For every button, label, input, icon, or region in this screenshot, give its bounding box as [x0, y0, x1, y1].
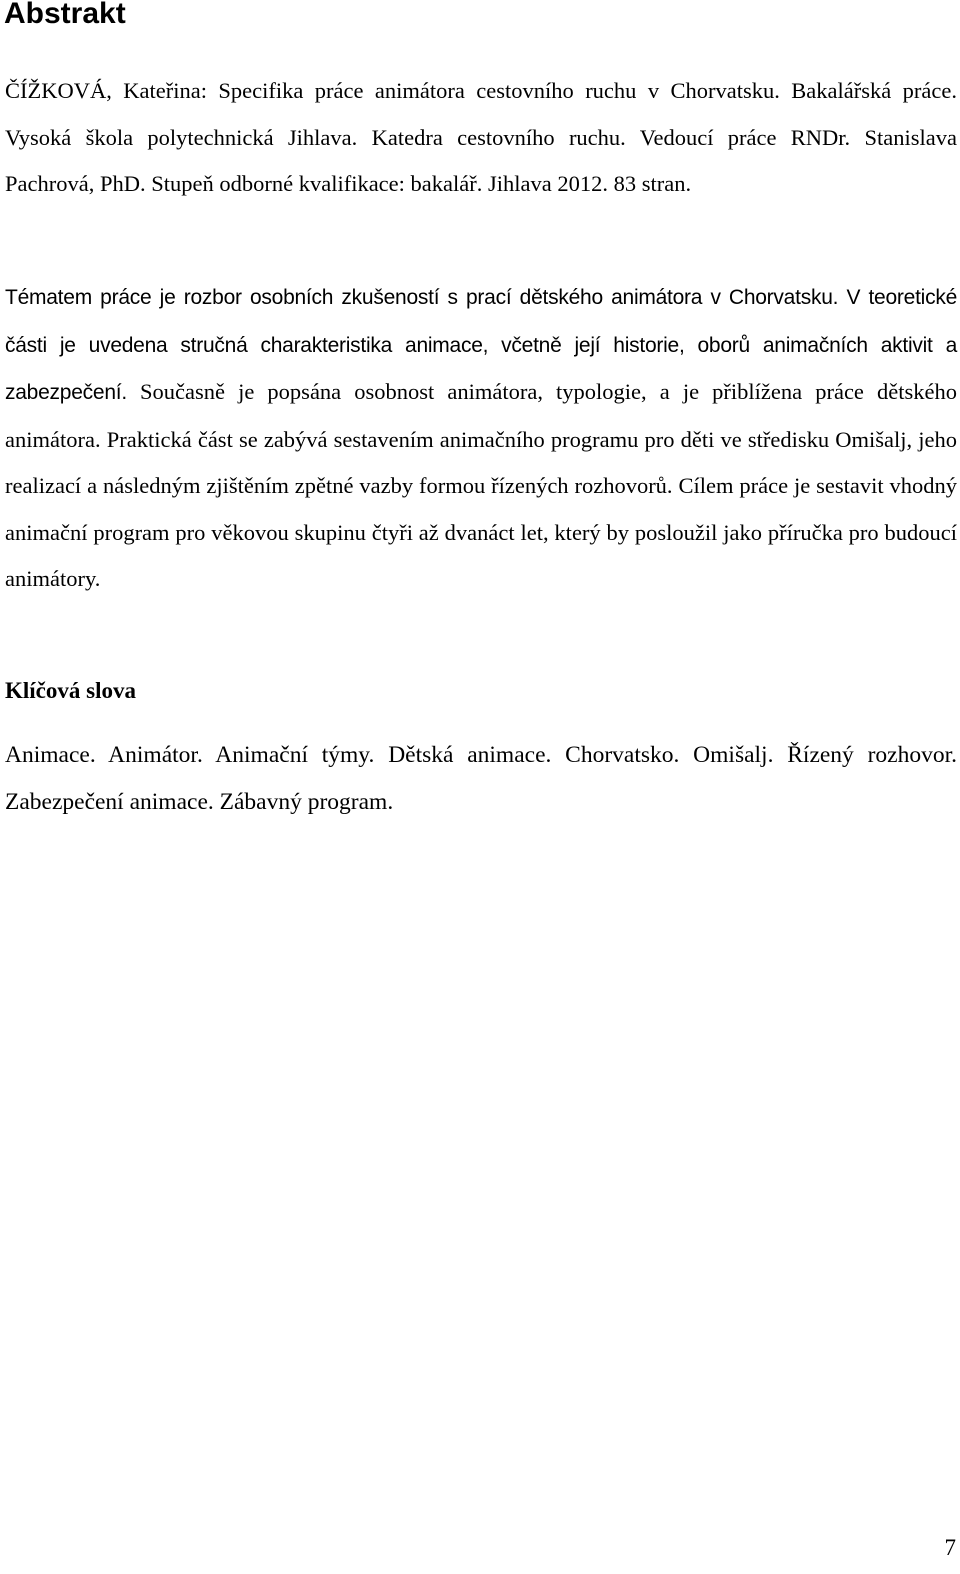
abstract-sentence: V teoretické části je uvedena stručná charakteristika animace, včetně její historie, oborů animačních aktivit a zabezpečení. [5, 286, 958, 404]
abstract-sentence: Praktická část se zabývá sestavením animačního programu pro děti ve středisku Omišalj, jeho realizací a následným zjištěním zpětné vazby formou řízených rozhovorů. [5, 426, 957, 498]
abstract-sentence: Současně je popsána osobnost animátora, typologie, a je přiblížena práce dětského animátora. [5, 379, 957, 452]
page-number: 7 [944, 1535, 956, 1560]
abstract-paragraph [5, 274, 957, 603]
bibliographic-citation: ČÍŽKOVÁ, Kateřina: Specifika práce animátora cestovního ruchu v Chorvatsku. Bakalářská práce. Vysoká škola polytechnická Jihlava. Katedra cestovního ruchu. Vedoucí práce RNDr. Stanislava Pachrová, PhD. Stupeň odborné kvalifikace: bakalář. Jihlava 2012. 83 stran. [5, 78, 957, 196]
abstract-sentence: Tématem práce je rozbor osobních zkušeností s prací dětského animátora v Chorvatsku. [5, 286, 839, 309]
keywords-list: Animace. Animátor. Animační týmy. Dětská animace. Chorvatsko. Omišalj. Řízený rozhovor. Zabezpečení animace. Zábavný program. [5, 742, 957, 815]
abstract-heading: Abstrakt [4, 0, 126, 30]
abstract-sentence: Cílem práce je sestavit vhodný animační program pro věkovou skupinu čtyři až dvanáct let, který by posloužil jako příručka pro budoucí animátory. [5, 473, 957, 591]
keywords-heading: Klíčová slova [5, 678, 136, 703]
